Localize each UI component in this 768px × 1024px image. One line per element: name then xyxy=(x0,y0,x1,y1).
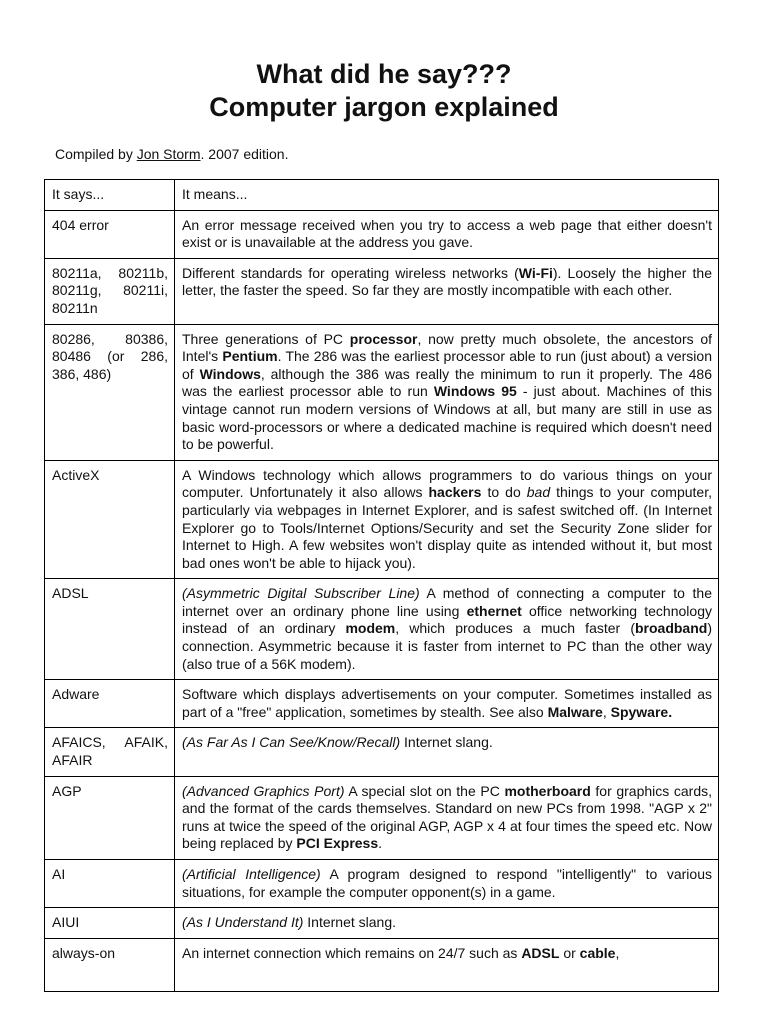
definition-bold-term: Malware xyxy=(547,703,603,720)
term-cell: AFAICS, AFAIK, AFAIR xyxy=(45,728,175,776)
definition-cell xyxy=(175,324,719,460)
definition-cell xyxy=(175,258,719,324)
term-cell: always-on xyxy=(45,938,175,991)
definition-text: , now pretty much obsolete, the ancestors of Intel's xyxy=(182,330,713,365)
header-term: It says... xyxy=(45,180,175,211)
definition-bold-term: Windows 95 xyxy=(433,383,517,400)
definition-text: - just about. Machines of this vintage cannot run modern versions of Windows at all, but many are still in use as basic word-processors or where a dedicated machine is required which doesn't need to be powerful. xyxy=(182,383,712,453)
definition-cell xyxy=(175,210,719,258)
definition-bold-term: broadband xyxy=(634,620,708,637)
definition-text: . The 286 was the earliest processor able to run (just about) a version of xyxy=(182,348,712,382)
definition-text: to do xyxy=(481,484,527,501)
term-cell: 80211a, 80211b, 80211g, 80211i, 80211n xyxy=(45,258,175,324)
definition-cell xyxy=(175,579,719,680)
table-row xyxy=(45,680,719,728)
term-cell: Adware xyxy=(45,680,175,728)
header-meaning: It means... xyxy=(175,180,719,211)
definition-cell xyxy=(175,776,719,859)
term-cell: ActiveX xyxy=(45,460,175,579)
definition-text: An internet connection which remains on 24/7 such as xyxy=(182,944,522,961)
definition-bold-term: Windows xyxy=(199,365,261,382)
definition-bold-term: processor xyxy=(349,330,418,347)
definition-text: A Windows technology which allows programmers to do various things on your computer. Unfortunately it also allows xyxy=(182,466,712,501)
definition-text: Three generations of PC xyxy=(182,330,350,347)
definition-text: or xyxy=(559,944,580,961)
definition-text: Software which displays advertisements on your computer. Sometimes installed as part of a "free" application, sometimes by stealth. See also xyxy=(182,686,712,720)
table-row xyxy=(45,460,719,579)
definition-bold-term: ethernet xyxy=(466,602,522,619)
table-header-row xyxy=(45,180,719,211)
definition-text: An error message received when you try to access a web page that either doesn't exist or is unavailable at the address you gave. xyxy=(182,216,712,251)
term-cell: ADSL xyxy=(45,579,175,680)
term-cell: AGP xyxy=(45,776,175,859)
definition-bold-term: hackers xyxy=(428,484,482,501)
definition-text: Different standards for operating wireless networks ( xyxy=(182,264,519,281)
table-row xyxy=(45,860,719,908)
definition-text: . xyxy=(378,835,383,852)
definition-text: Internet slang. xyxy=(400,734,493,751)
compiled-by-line xyxy=(55,145,288,163)
definition-italic-text: (Asymmetric Digital Subscriber Line) xyxy=(182,585,420,602)
definition-text: office networking technology instead of an ordinary xyxy=(182,602,712,637)
term-cell: AIUI xyxy=(45,908,175,939)
jargon-table-body xyxy=(45,180,719,992)
definition-text: , which produces a much faster ( xyxy=(395,620,635,637)
definition-text: A method of connecting a computer to the internet over an ordinary phone line using xyxy=(182,585,712,619)
definition-bold-term: Wi-Fi xyxy=(518,264,553,281)
compiled-prefix: Compiled by xyxy=(55,146,137,162)
definition-bold-term: cable xyxy=(579,944,616,961)
compiled-suffix: . 2007 edition. xyxy=(200,146,289,162)
definition-bold-term: ADSL xyxy=(521,944,560,961)
definition-cell xyxy=(175,860,719,908)
table-row xyxy=(45,938,719,991)
definition-text: things to your computer, particularly via webpages in Internet Explorer, and is safest switched off. (In Internet Explorer go to Tools/Internet Options/Security and set the Security Zone slider for Internet to High. A few websites won't display quite as intended without it, but most bad ones won't be able to hijack you). xyxy=(182,484,712,571)
term-cell: 80286, 80386, 80486 (or 286, 386, 486) xyxy=(45,324,175,460)
definition-text: , xyxy=(615,944,620,961)
definition-cell xyxy=(175,938,719,991)
definition-bold-term: Spyware. xyxy=(610,703,673,720)
table-row xyxy=(45,324,719,460)
definition-cell xyxy=(175,728,719,776)
definition-bold-term: Pentium xyxy=(222,348,278,365)
term-cell: AI xyxy=(45,860,175,908)
author-link[interactable]: Jon Storm xyxy=(136,146,201,162)
definition-italic-text: bad xyxy=(526,484,551,501)
definition-italic-text: (As Far As I Can See/Know/Recall) xyxy=(182,734,401,751)
definition-cell xyxy=(175,460,719,579)
title-line-1: What did he say??? xyxy=(256,59,512,89)
table-row xyxy=(45,258,719,324)
definition-bold-term: PCI Express xyxy=(296,835,379,852)
definition-italic-text: (Advanced Graphics Port) xyxy=(182,782,345,799)
jargon-table xyxy=(44,179,719,992)
table-row xyxy=(45,579,719,680)
definition-bold-term: modem xyxy=(345,620,396,637)
definition-cell xyxy=(175,680,719,728)
document-title xyxy=(0,58,768,124)
definition-text: A program designed to respond "intelligently" to various situations, for example the computer opponent(s) in a game. xyxy=(182,866,712,900)
definition-text: ). Loosely the higher the letter, the faster the speed. So far they are mostly incompatible with each other. xyxy=(182,264,712,299)
table-row xyxy=(45,728,719,776)
definition-italic-text: (Artificial Intelligence) xyxy=(182,866,321,882)
definition-text: A special slot on the PC xyxy=(344,782,505,799)
definition-text: for graphics cards, and the format of the cards themselves. Standard on new PCs from 1998. "AGP x 2" runs at twice the speed of the original AGP, AGP x 4 at four times the speed etc. Now being replaced by xyxy=(182,782,712,852)
table-row xyxy=(45,776,719,859)
definition-text: Internet slang. xyxy=(303,914,397,931)
definition-cell xyxy=(175,908,719,939)
definition-text: ) connection. Asymmetric because it is faster from internet to PC than the other way (also true of a 56K modem). xyxy=(182,620,712,672)
definition-bold-term: motherboard xyxy=(504,782,591,799)
table-row xyxy=(45,210,719,258)
definition-text: , although the 386 was really the minimum to run it properly. The 486 was the earliest processor able to run xyxy=(182,365,712,400)
table-row xyxy=(45,908,719,939)
definition-text: , xyxy=(602,703,611,720)
definition-italic-text: (As I Understand It) xyxy=(182,914,304,931)
title-line-2: Computer jargon explained xyxy=(209,92,559,122)
term-cell: 404 error xyxy=(45,210,175,258)
